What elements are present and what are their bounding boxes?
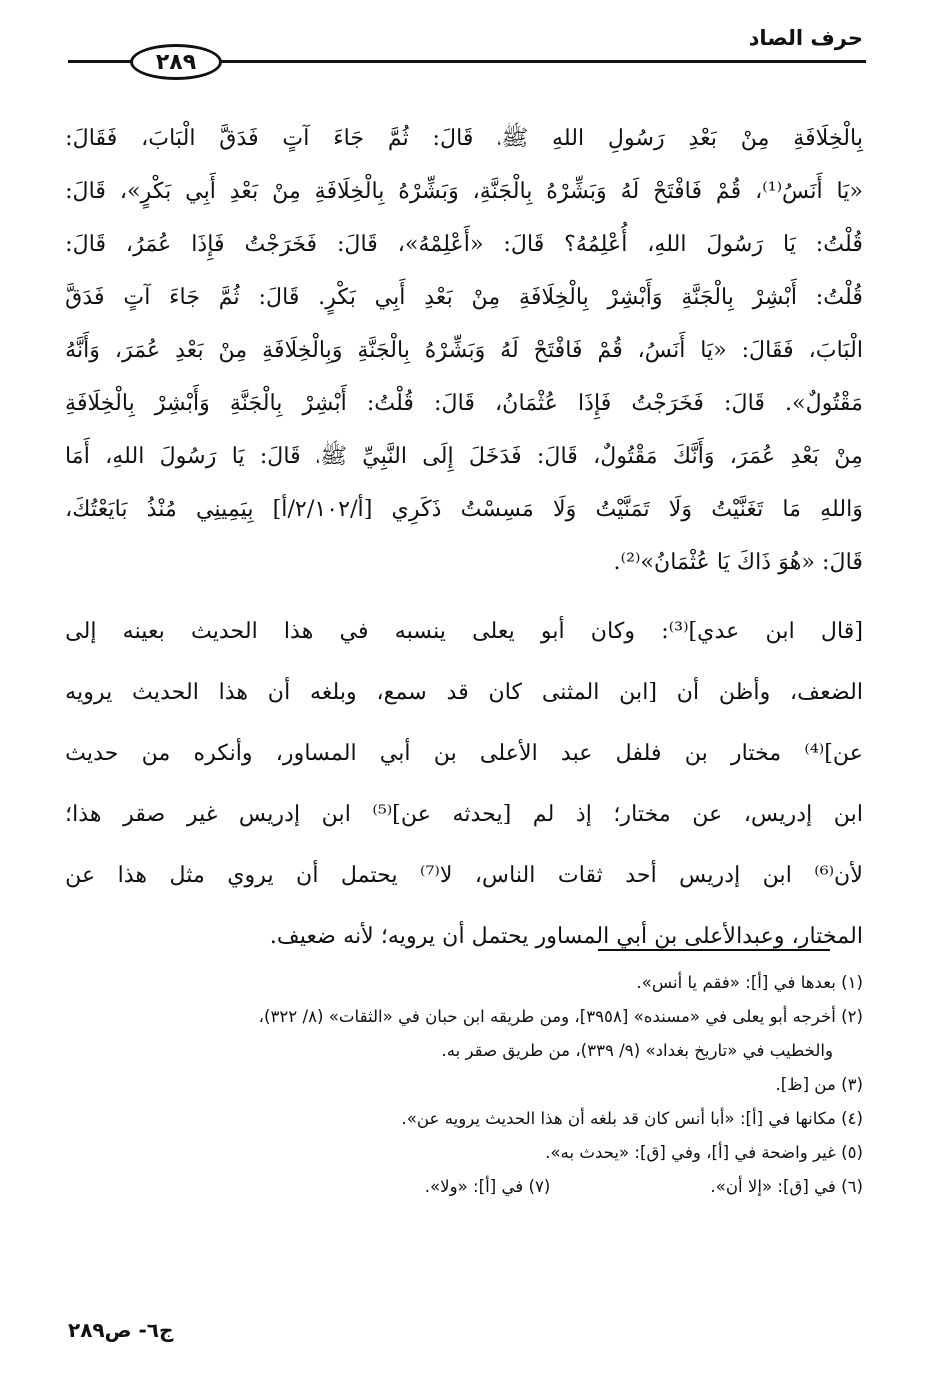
hadith-text-line: قَالَ: «هُوَ ذَاكَ يَا عُثْمَانُ»⁽²⁾. <box>613 549 863 575</box>
commentary-line: عن]⁽⁴⁾ مختار بن فلفل عبد الأعلى بن أبي المساور، وأنكره من حديث <box>65 740 863 766</box>
hadith-text-line: بِالْخِلَافَةِ مِنْ بَعْدِ رَسُولِ اللهِ ﷺ، قَالَ: ثُمَّ جَاءَ آتٍ فَدَقَّ الْبَابَ، فَقَالَ: <box>65 125 863 151</box>
footnote-4: (٤) مكانها في [أ]: «أبا أنس كان قد بلغه أن هذا الحديث يرويه عن». <box>401 1109 863 1128</box>
page-number: ٢٨٩ <box>155 49 197 75</box>
hadith-text-line: مَقْتُولٌ». قَالَ: فَخَرَجْتُ فَإِذَا عُثْمَانُ، قَالَ: قُلْتُ: أَبْشِرْ بِالْجَنَّةِ وَأَبْشِرْ بِالْخِلَافَةِ <box>65 390 863 416</box>
footnote-2-continued <box>65 1034 863 1068</box>
commentary-line: الضعف، وأظن أن [ابن المثنى كان قد سمع، وبلغه أن هذا الحديث يرويه <box>65 679 863 705</box>
footnote-2-continued-text: والخطيب في «تاريخ بغداد» (٩/ ٣٣٩)، من طريق صقر به. <box>441 1041 833 1060</box>
footnote-5: (٥) غير واضحة في [أ]، وفي [ق]: «يحدث به». <box>545 1143 863 1162</box>
hadith-text-line: مِنْ بَعْدِ عُمَرَ، وَأَنَّكَ مَقْتُولٌ، قَالَ: فَدَخَلَ إِلَى النَّبِيِّ ﷺ، قَالَ: يَا رَسُولَ اللهِ، أَمَا <box>65 443 863 469</box>
commentary-line: ابن إدريس، عن مختار؛ إذ لم [يحدثه عن]⁽⁵⁾ ابن إدريس غير صقر هذا؛ <box>65 801 863 827</box>
commentary-line: لأن⁽⁶⁾ ابن إدريس أحد ثقات الناس، لا⁽⁷⁾ يحتمل أن يروي مثل هذا عن <box>65 862 863 888</box>
hadith-text-line: الْبَابَ، فَقَالَ: «يَا أَنَسُ، قُمْ فَافْتَحْ لَهُ وَبَشِّرْهُ بِالْجَنَّةِ وَبِالْخِلَافَةِ مِنْ بَعْدِ عُمَرَ، وَأَنَّهُ <box>65 337 863 363</box>
footnote-6: (٦) في [ق]: «إلا أن». <box>710 1177 863 1196</box>
footnote-1: (١) بعدها في [أ]: «فقم يا أنس». <box>636 973 863 992</box>
commentary-line: [قال ابن عدي]⁽³⁾: وكان أبو يعلى ينسبه في هذا الحديث بعينه إلى <box>65 618 863 644</box>
hadith-text-line: قُلْتُ: يَا رَسُولَ اللهِ، أُعْلِمُهُ؟ قَالَ: «أَعْلِمْهُ»، قَالَ: فَخَرَجْتُ فَإِذَا عُمَرُ، قَالَ: <box>65 231 863 257</box>
commentary-text <box>65 601 863 967</box>
page-number-badge <box>130 44 222 80</box>
footnote-6-7-row <box>65 1170 863 1204</box>
footnote-7: (٧) في [أ]: «ولا». <box>424 1177 551 1196</box>
hadith-text-line: «يَا أَنَسُ⁽¹⁾، قُمْ فَافْتَحْ لَهُ وَبَشِّرْهُ بِالْجَنَّةِ، وَبَشِّرْهُ بِالْخِلَافَةِ مِنْ بَعْدِ أَبِي بَكْرٍ»، قَالَ: <box>65 178 863 204</box>
hadith-text <box>65 112 863 589</box>
volume-page-reference: ج٦- ص٢٨٩ <box>68 1318 174 1342</box>
hadith-text-line: وَاللهِ مَا تَغَنَّيْتُ وَلَا تَمَنَّيْتُ وَلَا مَسِسْتُ ذَكَرِي [أ/٢/١٠٢/أ] بِيَمِينِي مُنْذُ بَايَعْتُكَ، <box>65 496 863 522</box>
commentary-line: المختار، وعبدالأعلى بن أبي المساور يحتمل أن يرويه؛ لأنه ضعيف. <box>269 923 863 949</box>
main-text <box>65 112 863 967</box>
footnote-2: (٢) أخرجه أبو يعلى في «مسنده» [٣٩٥٨]، ومن طريقه ابن حبان في «الثقات» (٨/ ٣٢٢)، <box>258 1007 863 1026</box>
footnote-separator <box>598 949 830 951</box>
footnotes <box>65 966 863 1204</box>
hadith-text-line: قُلْتُ: أَبْشِرْ بِالْجَنَّةِ وَأَبْشِرْ بِالْخِلَافَةِ مِنْ بَعْدِ أَبِي بَكْرٍ. قَالَ: ثُمَّ جَاءَ آتٍ فَدَقَّ <box>65 284 863 310</box>
chapter-title: حرف الصاد <box>748 26 863 50</box>
footnote-3: (٣) من [ظ]. <box>775 1075 863 1094</box>
